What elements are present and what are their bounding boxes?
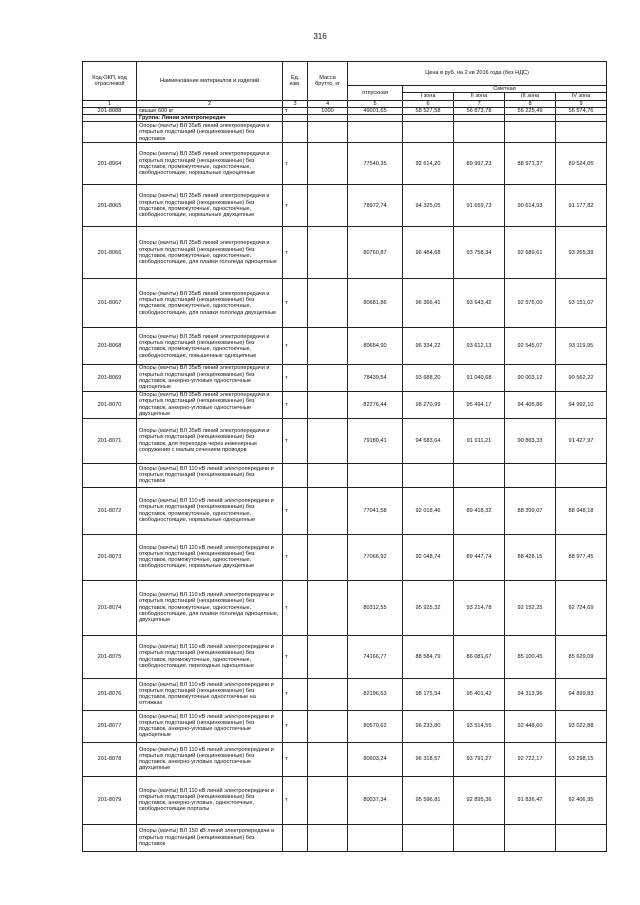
item-code	[83, 824, 137, 851]
zone-2-price: 95 401,42	[454, 678, 505, 710]
item-unit: т	[283, 227, 308, 279]
zone-2-price: 91 659,73	[454, 185, 505, 227]
zone-4-price	[556, 122, 607, 143]
zone-4-price: 93 022,88	[556, 710, 607, 742]
zone-2-price: 89 418,32	[454, 487, 505, 534]
item-unit	[283, 122, 308, 143]
zone-4-price: 94 992,10	[556, 391, 607, 418]
item-unit: т	[283, 328, 308, 365]
zone-2-price: 86 081,67	[454, 635, 505, 678]
zone-2-price	[454, 115, 505, 122]
zone-1-price: 88 584,79	[403, 635, 454, 678]
item-name: Опоры (мачты) ВЛ 110 кВ линий электропередачи и открытых подстанций (неоцинкованные) без подставок, промежуточные, одностоечные, свободностоящие, нормальные двухцепные	[137, 534, 283, 580]
item-mass	[308, 463, 348, 487]
item-mass	[308, 185, 348, 227]
zone-2-price: 93 214,78	[454, 580, 505, 635]
item-mass	[308, 391, 348, 418]
item-name: Опоры (мачты) ВЛ 35кВ линий электропередачи и открытых подстанций (неоцинкованные) без подставок, анкерно-угловые одностоечные двухцепные	[137, 391, 283, 418]
item-mass	[308, 487, 348, 534]
item-name: Опоры (мачты) ВЛ 110 кВ линий электропередачи и открытых подстанций (неоцинкованные) без подставок, промежуточные, одностоечные, свободностоящие, для плавки гололеда одноцепные, двухцепные	[137, 580, 283, 635]
column-number: 5	[348, 100, 403, 107]
item-code: 201-8079	[83, 776, 137, 824]
column-number-row	[83, 100, 607, 107]
item-name: Опоры (мачты) ВЛ 110 кВ линий электропередачи и открытых подстанций (неоцинкованные) без подставок, промежуточные, одностоечные, свободностоящие, нормальные одноцепные	[137, 487, 283, 534]
item-code: 201-8065	[83, 185, 137, 227]
release-price: 78972,74	[348, 185, 403, 227]
release-price: 74166,77	[348, 635, 403, 678]
zone-1-price	[403, 115, 454, 122]
zone-4-price: 88 948,18	[556, 487, 607, 534]
item-unit: т	[283, 534, 308, 580]
zone-3-price: 88 971,37	[505, 143, 556, 185]
zone-3-price: 91 836,47	[505, 776, 556, 824]
zone-2-price: 91 911,21	[454, 418, 505, 463]
zone-4-price: 85 629,09	[556, 635, 607, 678]
item-code: 201-8078	[83, 742, 137, 776]
item-code: 201-8069	[83, 365, 137, 391]
zone-1-price: 92 018,46	[403, 487, 454, 534]
item-mass	[308, 776, 348, 824]
zone-1-price: 96 484,68	[403, 227, 454, 279]
item-name: Опоры (мачты) ВЛ 35кВ линий электропередачи и открытых подстанций (неоцинкованные) без подставок, для переходов через инженерные сооружения с малым сечением проводов	[137, 418, 283, 463]
release-price: 80312,55	[348, 580, 403, 635]
page-number: 316	[313, 32, 327, 41]
item-code: 201-8072	[83, 487, 137, 534]
zone-1-price	[403, 824, 454, 851]
zone-2-price: 95 494,17	[454, 391, 505, 418]
zone-2-price: 93 643,42	[454, 279, 505, 328]
item-mass	[308, 580, 348, 635]
zone-4-price: 56 574,76	[556, 107, 607, 114]
item-code: 201-8068	[83, 328, 137, 365]
item-mass	[308, 115, 348, 122]
zone-1-price: 96 334,22	[403, 328, 454, 365]
zone-3-price: 94 405,86	[505, 391, 556, 418]
zone-4-price	[556, 463, 607, 487]
table-row	[83, 418, 607, 463]
release-price: 79180,41	[348, 418, 403, 463]
release-price: 77041,58	[348, 487, 403, 534]
header-zone-4: IV зона	[556, 93, 607, 100]
item-code: 201-8074	[83, 580, 137, 635]
zone-3-price: 56 225,49	[505, 107, 556, 114]
item-name: Опоры (мачты) ВЛ 35кВ линий электропередачи и открытых подстанций (неоцинкованные) без подставок, промежуточные, одностоечные, свободностоящие, для плавки гололеда одноцепные	[137, 227, 283, 279]
item-name: Опоры (мачты) ВЛ 110 кВ линий электропередачи и открытых подстанций (неоцинкованные) без подставок, промежуточные одностоечные на оттяжках	[137, 678, 283, 710]
table-row	[83, 115, 607, 122]
item-code: 201-8070	[83, 391, 137, 418]
item-name: свыше 600 кг	[137, 107, 283, 114]
zone-3-price: 85 100,45	[505, 635, 556, 678]
release-price: 80037,34	[348, 776, 403, 824]
table-row	[83, 279, 607, 328]
zone-1-price: 96 318,57	[403, 742, 454, 776]
zone-1-price: 96 233,80	[403, 710, 454, 742]
header-name: Наименование материалов и изделий	[137, 62, 283, 101]
column-number: 2	[137, 100, 283, 107]
item-code: 201-8075	[83, 635, 137, 678]
zone-4-price: 91 427,97	[556, 418, 607, 463]
table-body	[83, 107, 607, 851]
release-price: 82276,44	[348, 391, 403, 418]
item-unit: т	[283, 185, 308, 227]
item-unit: т	[283, 635, 308, 678]
zone-1-price: 93 688,20	[403, 365, 454, 391]
zone-4-price: 92 406,95	[556, 776, 607, 824]
zone-4-price	[556, 824, 607, 851]
release-price: 49001,65	[348, 107, 403, 114]
table-row	[83, 143, 607, 185]
zone-3-price: 88 428,15	[505, 534, 556, 580]
header-zone-1: I зона	[403, 93, 454, 100]
release-price	[348, 122, 403, 143]
zone-1-price: 96 366,41	[403, 279, 454, 328]
zone-3-price	[505, 115, 556, 122]
table-row	[83, 463, 607, 487]
item-unit: т	[283, 678, 308, 710]
zone-2-price: 89 447,74	[454, 534, 505, 580]
release-price	[348, 115, 403, 122]
release-price: 77066,92	[348, 534, 403, 580]
zone-2-price	[454, 122, 505, 143]
zone-3-price: 92 448,60	[505, 710, 556, 742]
zone-4-price: 93 119,95	[556, 328, 607, 365]
zone-3-price: 92 152,25	[505, 580, 556, 635]
table-row	[83, 391, 607, 418]
item-mass	[308, 824, 348, 851]
zone-1-price: 98 175,54	[403, 678, 454, 710]
item-unit	[283, 824, 308, 851]
item-mass	[308, 122, 348, 143]
zone-1-price	[403, 463, 454, 487]
zone-3-price: 92 545,07	[505, 328, 556, 365]
zone-3-price: 88 399,07	[505, 487, 556, 534]
header-price-caption: Цена в руб. на 2 кв 2016 года (без НДС)	[348, 62, 607, 86]
zone-1-price: 94 325,05	[403, 185, 454, 227]
table-row	[83, 710, 607, 742]
item-code: 201-8076	[83, 678, 137, 710]
item-mass: 1000	[308, 107, 348, 114]
item-unit: т	[283, 391, 308, 418]
zone-2-price: 89 997,23	[454, 143, 505, 185]
item-name: Опоры (мачты) ВЛ 35кВ линий электропередачи и открытых подстанций (неоцинкованные) без подставок, анкерно-угловые одностоечные одноцепные	[137, 365, 283, 391]
zone-4-price: 93 151,07	[556, 279, 607, 328]
item-unit: т	[283, 710, 308, 742]
header-release-price: отпускная	[348, 86, 403, 101]
item-name: Группа: Линии электропередач	[137, 115, 283, 122]
item-code	[83, 463, 137, 487]
item-name: Опоры (мачты) ВЛ 110 кВ линий электропередачи и открытых подстанций (неоцинкованные) без подставок, анкерно-угловые одностоечные двухцепные	[137, 742, 283, 776]
item-code	[83, 115, 137, 122]
zone-4-price: 94 899,83	[556, 678, 607, 710]
header-unit: Ед. изм.	[283, 62, 308, 101]
item-name: Опоры (мачты) ВЛ 35кВ линий электропередачи и открытых подстанций (неоцинкованные) без подставок	[137, 122, 283, 143]
item-code	[83, 122, 137, 143]
zone-3-price: 90 614,93	[505, 185, 556, 227]
table-row	[83, 487, 607, 534]
zone-3-price: 92 722,17	[505, 742, 556, 776]
item-mass	[308, 710, 348, 742]
zone-2-price: 92 895,36	[454, 776, 505, 824]
release-price: 78439,54	[348, 365, 403, 391]
release-price: 80681,86	[348, 279, 403, 328]
zone-4-price: 91 177,82	[556, 185, 607, 227]
zone-3-price: 92 689,61	[505, 227, 556, 279]
table-row	[83, 328, 607, 365]
zone-3-price	[505, 463, 556, 487]
zone-4-price: 93 265,39	[556, 227, 607, 279]
header-zone-3: III зона	[505, 93, 556, 100]
item-name: Опоры (мачты) ВЛ 35кВ линий электропередачи и открытых подстанций (неоцинкованные) без подставок, промежуточные, одностоечные, свободностоящие, повышенные одноцепные	[137, 328, 283, 365]
item-name: Опоры (мачты) ВЛ 35кВ линий электропередачи и открытых подстанций (неоцинкованные) без подставок, промежуточные, одностоечные, свободностоящие, нормальные одноцепные	[137, 143, 283, 185]
item-code: 201-8088	[83, 107, 137, 114]
release-price: 82196,53	[348, 678, 403, 710]
item-mass	[308, 678, 348, 710]
item-mass	[308, 279, 348, 328]
zone-4-price	[556, 115, 607, 122]
zone-4-price: 89 524,05	[556, 143, 607, 185]
zone-1-price: 92 614,20	[403, 143, 454, 185]
table-row	[83, 365, 607, 391]
release-price: 80654,90	[348, 328, 403, 365]
zone-4-price: 93 298,15	[556, 742, 607, 776]
column-number: 1	[83, 100, 137, 107]
item-code: 201-8067	[83, 279, 137, 328]
table-row	[83, 185, 607, 227]
item-code: 201-8064	[83, 143, 137, 185]
table-row	[83, 742, 607, 776]
item-unit: т	[283, 107, 308, 114]
release-price	[348, 824, 403, 851]
item-code: 201-8073	[83, 534, 137, 580]
zone-3-price: 92 576,00	[505, 279, 556, 328]
zone-4-price: 88 977,45	[556, 534, 607, 580]
release-price: 77540,35	[348, 143, 403, 185]
release-price: 80760,87	[348, 227, 403, 279]
header-zone-2: II зона	[454, 93, 505, 100]
zone-1-price: 95 596,81	[403, 776, 454, 824]
column-number: 6	[403, 100, 454, 107]
zone-1-price: 92 048,74	[403, 534, 454, 580]
release-price	[348, 463, 403, 487]
item-name: Опоры (мачты) ВЛ 110 кВ линий электропередачи и открытых подстанций (неоцинкованные) без подставок, промежуточные, одностоечные, свободностоящие, переходные одноцепные	[137, 635, 283, 678]
table-row	[83, 678, 607, 710]
zone-3-price	[505, 824, 556, 851]
item-mass	[308, 635, 348, 678]
item-unit: т	[283, 776, 308, 824]
item-mass	[308, 418, 348, 463]
price-table	[82, 61, 607, 852]
zone-3-price: 90 863,33	[505, 418, 556, 463]
table-row	[83, 534, 607, 580]
table-row	[83, 107, 607, 114]
zone-4-price: 92 724,69	[556, 580, 607, 635]
zone-2-price: 93 612,13	[454, 328, 505, 365]
item-name: Опоры (мачты) ВЛ 110 кВ линий электропередачи и открытых подстанций (неоцинкованные) без подставок	[137, 463, 283, 487]
zone-2-price: 91 040,68	[454, 365, 505, 391]
zone-3-price: 94 313,96	[505, 678, 556, 710]
item-unit	[283, 463, 308, 487]
item-mass	[308, 143, 348, 185]
item-unit: т	[283, 143, 308, 185]
zone-3-price: 90 003,12	[505, 365, 556, 391]
item-unit: т	[283, 580, 308, 635]
table-row	[83, 635, 607, 678]
release-price: 80603,24	[348, 742, 403, 776]
zone-2-price	[454, 824, 505, 851]
item-name: Опоры (мачты) ВЛ 35кВ линий электропередачи и открытых подстанций (неоцинкованные) без подставок, промежуточные, одностоечные, свободностоящие, нормальные двухцепные	[137, 185, 283, 227]
item-code: 201-8066	[83, 227, 137, 279]
item-mass	[308, 365, 348, 391]
table-row	[83, 776, 607, 824]
item-unit: т	[283, 279, 308, 328]
table-row	[83, 580, 607, 635]
table-row	[83, 824, 607, 851]
zone-2-price: 56 873,78	[454, 107, 505, 114]
zone-1-price: 58 527,58	[403, 107, 454, 114]
table-row	[83, 122, 607, 143]
item-mass	[308, 742, 348, 776]
item-unit	[283, 115, 308, 122]
header-mass: Масса брутто, кг	[308, 62, 348, 101]
item-code: 201-8077	[83, 710, 137, 742]
item-mass	[308, 534, 348, 580]
table-header	[83, 62, 607, 108]
header-estimate-price: Сметная	[403, 86, 607, 93]
item-code: 201-8071	[83, 418, 137, 463]
column-number: 7	[454, 100, 505, 107]
zone-1-price: 95 925,32	[403, 580, 454, 635]
column-number: 8	[505, 100, 556, 107]
zone-2-price: 93 514,55	[454, 710, 505, 742]
header-code: Код ОКП, код отраслевой	[83, 62, 137, 101]
table-row	[83, 227, 607, 279]
column-number: 9	[556, 100, 607, 107]
column-number: 3	[283, 100, 308, 107]
zone-3-price	[505, 122, 556, 143]
item-unit: т	[283, 742, 308, 776]
release-price: 80570,62	[348, 710, 403, 742]
zone-2-price: 93 791,27	[454, 742, 505, 776]
item-unit: т	[283, 418, 308, 463]
item-name: Опоры (мачты) ВЛ 110 кВ линий электропередачи и открытых подстанций (неоцинкованные) без подставок, анкерно-угловые одностоечные одноцепные	[137, 710, 283, 742]
item-mass	[308, 227, 348, 279]
item-name: Опоры (мачты) ВЛ 110 кВ линий электропередачи и открытых подстанций (неоцинкованные) без подставок, анкерно-угловые, одностоечные, свободностоящие порталы	[137, 776, 283, 824]
item-name: Опоры (мачты) ВЛ 150 кВ линий электропередачи и открытых подстанций (неоцинкованные) без подставок	[137, 824, 283, 851]
column-number: 4	[308, 100, 348, 107]
item-unit: т	[283, 487, 308, 534]
zone-2-price: 93 758,34	[454, 227, 505, 279]
item-name: Опоры (мачты) ВЛ 35кВ линий электропередачи и открытых подстанций (неоцинкованные) без подставок, промежуточные, одностоечные, свободностоящие, для плавки гололеда двухцепные	[137, 279, 283, 328]
zone-1-price: 98 270,99	[403, 391, 454, 418]
zone-1-price: 94 583,64	[403, 418, 454, 463]
zone-2-price	[454, 463, 505, 487]
item-unit: т	[283, 365, 308, 391]
item-mass	[308, 328, 348, 365]
zone-4-price: 90 562,22	[556, 365, 607, 391]
zone-1-price	[403, 122, 454, 143]
